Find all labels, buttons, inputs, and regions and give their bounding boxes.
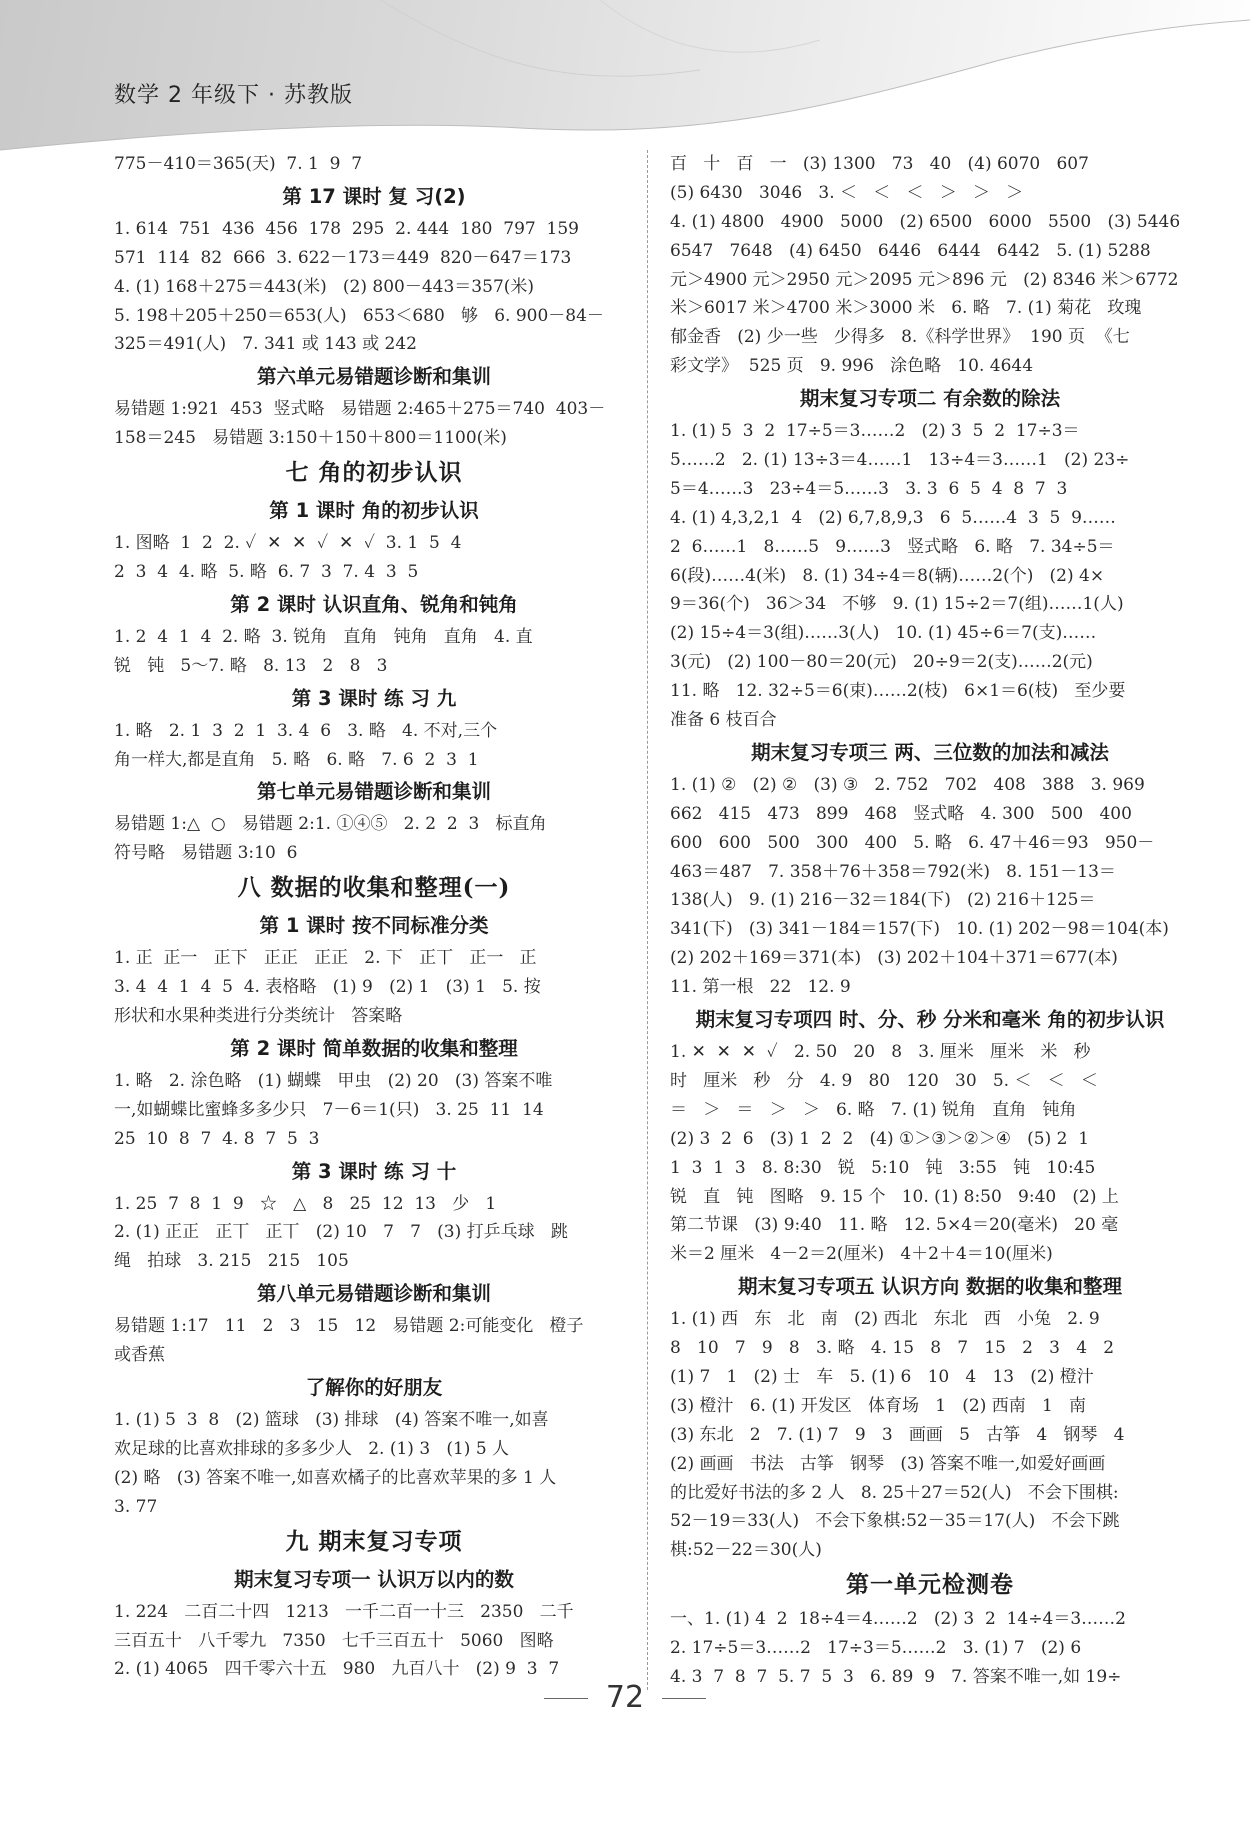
answer-line: 8 10 7 9 8 3. 略 4. 15 8 7 15 2 3 4 2 (670, 1338, 1115, 1359)
answer-line: 1. (1) 5 3 8 (2) 篮球 (3) 排球 (4) 答案不唯一,如喜 (114, 1410, 549, 1431)
answer-line: 1. 图略 1 2 2. ✓ ✕ ✕ ✓ ✕ ✓ 3. 1 5 4 (114, 533, 462, 554)
answer-line: 一、1. (1) 4 2 18÷4＝4……2 (2) 3 2 14÷4＝3……2 (670, 1609, 1126, 1630)
answer-line: (1) 7 1 (2) 士 车 5. (1) 6 10 4 13 (2) 橙汁 (670, 1366, 1094, 1387)
answer-line: (3) 东北 2 7. (1) 7 9 3 画画 5 古筝 4 钢琴 4 (670, 1424, 1125, 1445)
answer-line: 2. 17÷5＝3……2 17÷3＝5……2 3. (1) 7 (2) 6 (670, 1638, 1082, 1659)
answer-line: (2) 15÷4＝3(组)……3(人) 10. (1) 45÷6＝7(支)…… (670, 623, 1097, 644)
answer-line: 易错题 1:△ ○ 易错题 2:1. ①④⑤ 2. 2 2 3 标直角 (114, 814, 547, 835)
left-column (114, 150, 634, 1684)
answer-line: 的比爱好书法的多 2 人 8. 25＋27＝52(人) 不会下围棋: (670, 1482, 1119, 1503)
answer-line: 138(人) 9. (1) 216－32＝184(下) (2) 216＋125＝ (670, 890, 1096, 911)
answer-line: 1. (1) 西 东 北 南 (2) 西北 东北 西 小兔 2. 9 (670, 1309, 1100, 1330)
chapter-heading: 第一单元检测卷 (846, 1571, 1014, 1599)
answer-line: 662 415 473 899 468 竖式略 4. 300 500 400 (670, 803, 1132, 824)
answer-line: 4. (1) 168＋275＝443(米) (2) 800－443＝357(米) (114, 276, 535, 297)
answer-line: 25 10 8 7 4. 8 7 5 3 (114, 1128, 320, 1149)
answer-line: 1. 614 751 436 456 178 295 2. 444 180 797 159 (114, 218, 579, 239)
section-heading: 期末复习专项五 认识方向 数据的收集和整理 (737, 1275, 1123, 1299)
answer-line: 2. (1) 正正 正丅 正丅 (2) 10 7 7 (3) 打乒乓球 跳 (114, 1222, 568, 1243)
answer-line: 1. (1) 5 3 2 17÷5＝3……2 (2) 3 5 2 17÷3＝ (670, 421, 1080, 442)
answer-line: 三百五十 八千零九 7350 七千三百五十 5060 图略 (114, 1630, 554, 1651)
answer-line: 4. (1) 4800 4900 5000 (2) 6500 6000 5500 (3) 5446 (670, 211, 1181, 232)
answer-line: 2 6……1 8……5 9……3 竖式略 6. 略 7. 34÷5＝ (670, 536, 1115, 557)
answer-line: 绳 拍球 3. 215 215 105 (114, 1251, 349, 1272)
answer-line: 角一样大,都是直角 5. 略 6. 略 7. 6 2 3 1 (114, 749, 479, 770)
answer-line: 1. 略 2. 1 3 2 1 3. 4 6 3. 略 4. 不对,三个 (114, 720, 498, 741)
answer-line: 1 3 1 3 8. 8:30 锐 5:10 钝 3:55 钝 10:45 (670, 1157, 1096, 1178)
answer-line: (3) 橙汁 6. (1) 开发区 体育场 1 (2) 西南 1 南 (670, 1395, 1086, 1416)
answer-line: 或香蕉 (114, 1345, 165, 1366)
answer-line: 1. 2 4 1 4 2. 略 3. 锐角 直角 钝角 直角 4. 直 (114, 626, 533, 647)
section-heading: 期末复习专项一 认识万以内的数 (234, 1567, 514, 1591)
answer-line: 2 3 4 4. 略 5. 略 6. 7 3 7. 4 3 5 (114, 562, 419, 583)
answer-line: 准备 6 枝百合 (670, 710, 777, 731)
answer-line: 3. 77 (114, 1496, 158, 1517)
section-heading: 第 2 课时 简单数据的收集和整理 (230, 1036, 518, 1060)
answer-line: 4. 3 7 8 7 5. 7 5 3 6. 89 9 7. 答案不唯一,如 19÷ (670, 1666, 1122, 1687)
answer-line: 米＝2 厘米 4－2＝2(厘米) 4＋2＋4＝10(厘米) (670, 1244, 1053, 1265)
section-heading: 第 3 课时 练 习 十 (291, 1159, 457, 1183)
section-heading: 第六单元易错题诊断和集训 (256, 365, 491, 389)
answer-line: 11. 略 12. 32÷5＝6(束)……2(枝) 6×1＝6(枝) 至少要 (670, 681, 1126, 702)
answer-line: 百 十 百 一 (3) 1300 73 40 (4) 6070 607 (670, 154, 1089, 174)
answer-line: 6547 7648 (4) 6450 6446 6444 6442 5. (1) 5288 (670, 240, 1151, 261)
section-heading: 第 1 课时 按不同标准分类 (259, 914, 489, 938)
answer-line: 52－19＝33(人) 不会下象棋:52－35＝17(人) 不会下跳 (670, 1511, 1120, 1532)
chapter-heading: 七 角的初步认识 (285, 459, 463, 487)
answer-line: (2) 画画 书法 古筝 钢琴 (3) 答案不唯一,如爱好画画 (670, 1453, 1106, 1474)
answer-line: 易错题 1:17 11 2 3 15 12 易错题 2:可能变化 橙子 (114, 1316, 584, 1337)
answer-line: 158＝245 易错题 3:150＋150＋800＝1100(米) (114, 428, 507, 449)
answer-line: (2) 3 2 6 (3) 1 2 2 (4) ①＞③＞②＞④ (5) 2 1 (670, 1128, 1090, 1149)
column-divider (647, 150, 648, 1690)
answer-line: 5＝4……3 23÷4＝5……3 3. 3 6 5 4 8 7 3 (670, 478, 1068, 499)
section-heading: 了解你的好朋友 (305, 1376, 443, 1400)
answer-line: 1. ✕ ✕ ✕ ✓ 2. 50 20 8 3. 厘米 厘米 米 秒 (670, 1042, 1091, 1063)
answer-line: 5……2 2. (1) 13÷3＝4……1 13÷4＝3……1 (2) 23÷ (670, 450, 1130, 471)
answer-line: 325＝491(人) 7. 341 或 143 或 242 (114, 334, 417, 355)
answer-line: 9＝36(个) 36＞34 不够 9. (1) 15÷2＝7(组)……1(人) (670, 594, 1124, 615)
answer-line: 1. 25 7 8 1 9 ☆ △ 8 25 12 13 少 1 (114, 1193, 497, 1214)
section-heading: 第 3 课时 练 习 九 (291, 686, 457, 710)
section-heading: 第八单元易错题诊断和集训 (256, 1282, 491, 1306)
answer-line: (5) 6430 3046 3. ＜ ＜ ＜ ＞ ＞ ＞ (670, 182, 1024, 203)
section-heading: 第七单元易错题诊断和集训 (256, 780, 491, 804)
answer-line: 11. 第一根 22 12. 9 (670, 977, 851, 998)
answer-line: 易错题 1:921 453 竖式略 易错题 2:465＋275＝740 403－ (114, 399, 606, 420)
book-title: 数学 2 年级下 · 苏教版 (114, 83, 353, 108)
answer-line: 形状和水果种类进行分类统计 答案略 (114, 1006, 403, 1027)
answer-line: 彩文学》 525 页 9. 996 涂色略 10. 4644 (670, 356, 1034, 377)
answer-line: 3. 4 4 1 4 5 4. 表格略 (1) 9 (2) 1 (3) 1 5. 按 (114, 977, 541, 998)
answer-line: 1. 正 正一 正下 正正 正正 2. 下 正丅 正一 正 (114, 948, 537, 969)
page-number-dash-left (544, 1698, 588, 1699)
answer-line: 341(下) (3) 341－184＝157(下) 10. (1) 202－98＝104(本) (670, 919, 1169, 940)
answer-line: 463＝487 7. 358＋76＋358＝792(米) 8. 151－13＝ (670, 861, 1116, 882)
answer-line: 775－410＝365(天) 7. 1 9 7 (114, 154, 363, 174)
answer-line: 1. 略 2. 涂色略 (1) 蝴蝶 甲虫 (2) 20 (3) 答案不唯 (114, 1070, 553, 1091)
answer-line: (2) 略 (3) 答案不唯一,如喜欢橘子的比喜欢苹果的多 1 人 (114, 1467, 557, 1488)
answer-line: 600 600 500 300 400 5. 略 6. 47＋46＝93 950－ (670, 832, 1155, 853)
answer-line: 5. 198＋205＋250＝653(人) 653＜680 够 6. 900－84－ (114, 305, 604, 326)
page-number: 72 (605, 1680, 645, 1715)
answer-line: 2. (1) 4065 四千零六十五 980 九百八十 (2) 9 3 7 (114, 1659, 560, 1680)
section-heading: 期末复习专项二 有余数的除法 (799, 387, 1061, 411)
answer-line: 棋:52－22＝30(人) (670, 1540, 822, 1561)
answer-line: 郁金香 (2) 少一些 少得多 8.《科学世界》 190 页 《七 (670, 327, 1130, 348)
answer-line: 3(元) (2) 100－80＝20(元) 20÷9＝2(支)……2(元) (670, 652, 1093, 673)
answer-line: 第二节课 (3) 9:40 11. 略 12. 5×4＝20(毫米) 20 毫 (670, 1215, 1119, 1236)
page-number-dash-right (662, 1698, 706, 1699)
section-heading: 期末复习专项四 时、分、秒 分米和毫米 角的初步认识 (695, 1008, 1165, 1032)
chapter-heading: 八 数据的收集和整理(一) (237, 874, 511, 902)
section-heading: 第 2 课时 认识直角、锐角和钝角 (230, 592, 518, 616)
answer-line: 符号略 易错题 3:10 6 (114, 843, 298, 864)
answer-line: 时 厘米 秒 分 4. 9 80 120 30 5. ＜ ＜ ＜ (670, 1070, 1098, 1091)
answer-line: 锐 直 钝 图略 9. 15 个 10. (1) 8:50 9:40 (2) 上 (670, 1186, 1119, 1207)
answer-line: 欢足球的比喜欢排球的多多少人 2. (1) 3 (1) 5 人 (114, 1438, 510, 1459)
chapter-heading: 九 期末复习专项 (285, 1527, 463, 1555)
section-heading: 第 1 课时 角的初步认识 (269, 499, 479, 523)
answer-line: 锐 钝 5～7. 略 8. 13 2 8 3 (114, 655, 388, 676)
section-heading: 第 17 课时 复 习(2) (282, 184, 466, 208)
answer-line: 6(段)……4(米) 8. (1) 34÷4＝8(辆)……2(个) (2) 4× (670, 565, 1105, 586)
answer-line: 1. 224 二百二十四 1213 一千二百一十三 2350 二千 (114, 1601, 574, 1622)
answer-line: 4. (1) 4,3,2,1 4 (2) 6,7,8,9,3 6 5……4 3 5 9…… (670, 507, 1116, 528)
answer-line: ＝ ＞ ＝ ＞ ＞ 6. 略 7. (1) 锐角 直角 钝角 (670, 1099, 1077, 1120)
right-column (670, 150, 1190, 1692)
section-heading: 期末复习专项三 两、三位数的加法和减法 (751, 740, 1109, 764)
answer-line: 一,如蝴蝶比蜜蜂多多少只 7－6＝1(只) 3. 25 11 14 (114, 1099, 544, 1120)
answer-line: 米＞6017 米＞4700 米＞3000 米 6. 略 7. (1) 菊花 玫瑰 (670, 298, 1142, 319)
answer-line: 元＞4900 元＞2950 元＞2095 元＞896 元 (2) 8346 米＞6772 (670, 269, 1179, 290)
answer-line: (2) 202＋169＝371(本) (3) 202＋104＋371＝677(本) (670, 948, 1118, 969)
answer-line: 1. (1) ② (2) ② (3) ③ 2. 752 702 408 388 3. 969 (670, 774, 1145, 795)
answer-line: 571 114 82 666 3. 622－173＝449 820－647＝173 (114, 247, 572, 268)
page-number-row (0, 1680, 1250, 1715)
